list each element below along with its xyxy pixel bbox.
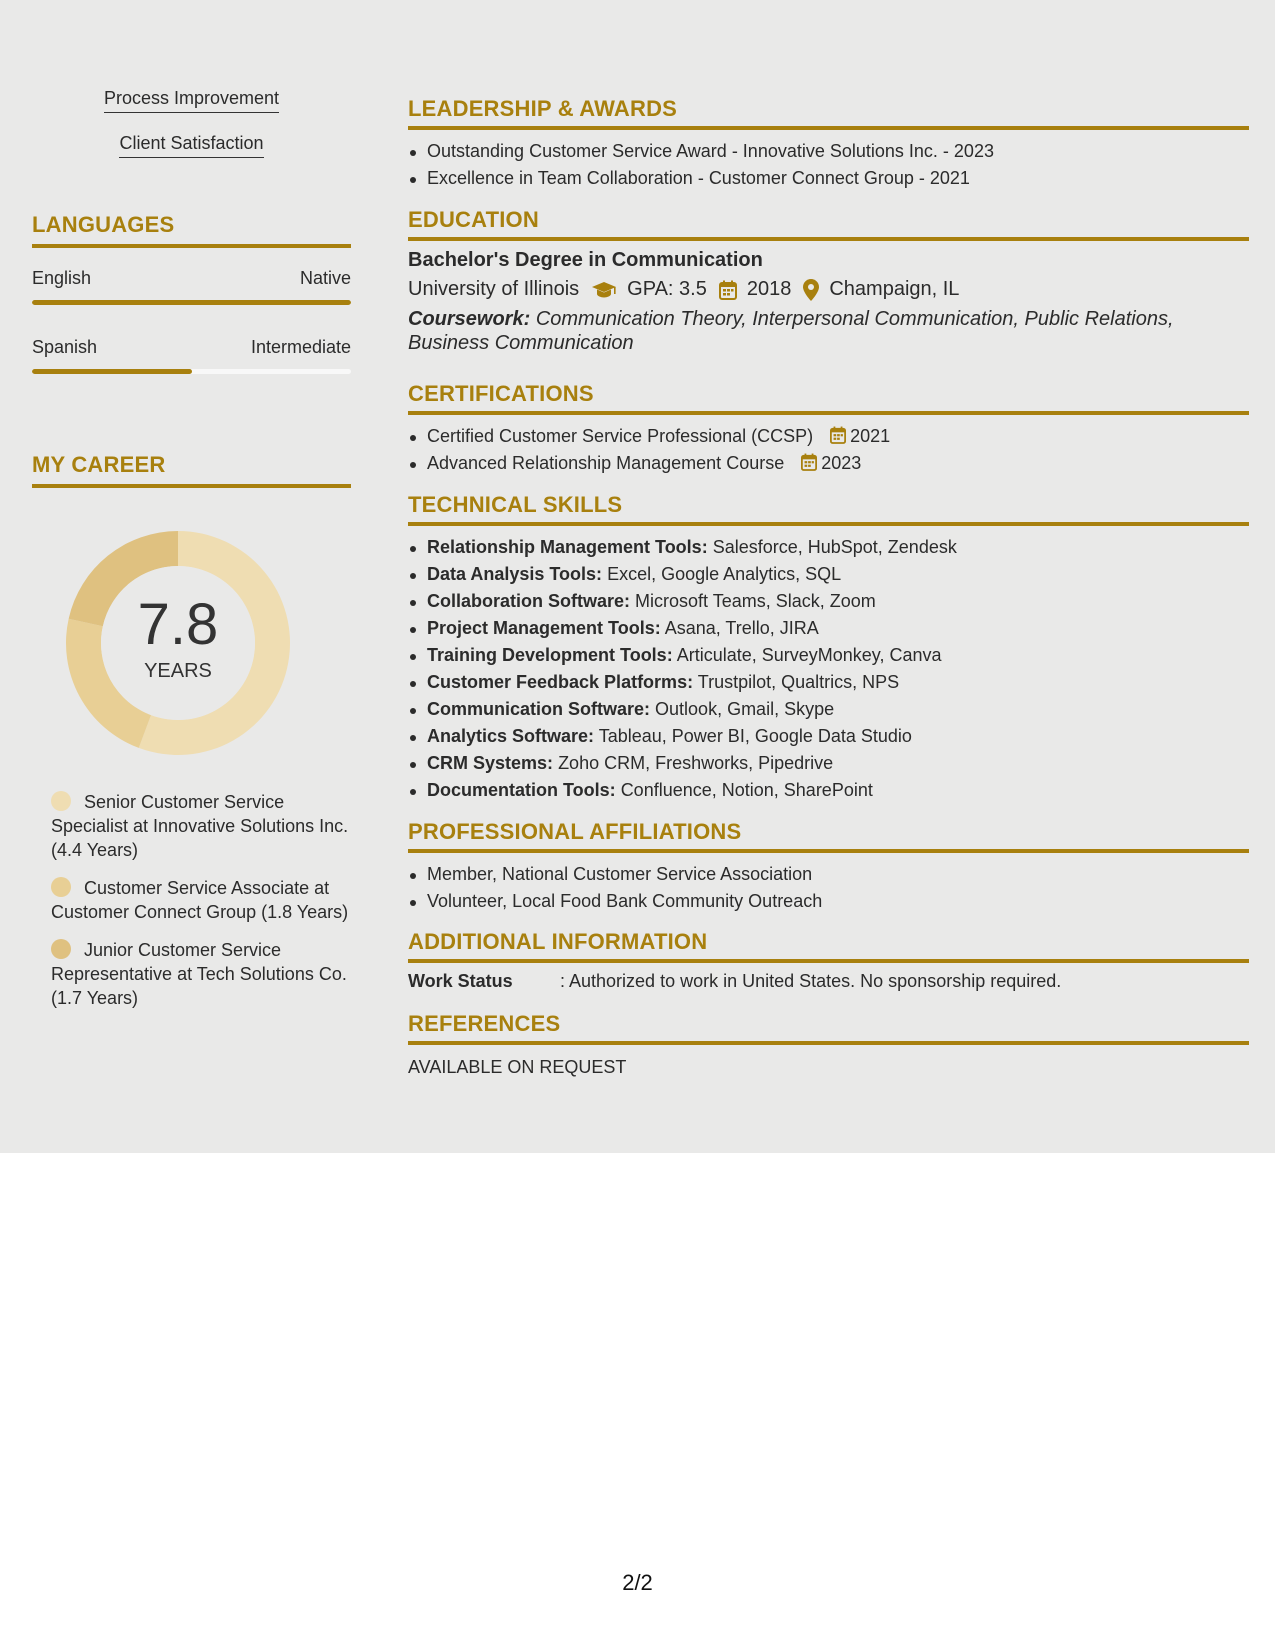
- education-heading: EDUCATION: [408, 207, 1249, 241]
- list-item: [408, 669, 1249, 696]
- references-heading: REFERENCES: [408, 1011, 1249, 1045]
- skill-values: Outlook, Gmail, Skype: [655, 699, 835, 719]
- career-legend-item: [51, 938, 351, 1010]
- language-level: Intermediate: [250, 337, 351, 357]
- leadership-section: [408, 96, 1249, 192]
- affiliations-section: [408, 819, 1249, 915]
- skill-values: Trustpilot, Qualtrics, NPS: [697, 672, 900, 692]
- list-item: Excellence in Team Collaboration - Customer Connect Group - 2021: [408, 165, 1249, 192]
- leadership-heading: LEADERSHIP & AWARDS: [408, 96, 1249, 130]
- work-status-row: [408, 971, 1249, 992]
- career-total-unit: YEARS: [144, 659, 212, 682]
- additional-info-section: [408, 929, 1249, 992]
- language-bar-fill: [32, 300, 351, 305]
- school-location: Champaign, IL: [829, 278, 960, 300]
- skill-values: Zoho CRM, Freshworks, Pipedrive: [558, 753, 834, 773]
- language-bar-fill: [32, 369, 192, 374]
- certifications-heading: CERTIFICATIONS: [408, 381, 1249, 415]
- career-legend-label: Customer Service Associate at Customer Connect Group (1.8 Years): [51, 878, 349, 922]
- skill-tag-label: Process Improvement: [104, 88, 279, 113]
- legend-dot-icon: [51, 939, 71, 959]
- school-name: University of Illinois: [408, 278, 580, 300]
- skill-category: Relationship Management Tools:: [427, 537, 708, 557]
- career-total-years: 7.8: [137, 591, 219, 657]
- affiliations-heading: PROFESSIONAL AFFILIATIONS: [408, 819, 1249, 853]
- career-legend-label: Junior Customer Service Representative at Tech Solutions Co. (1.7 Years): [51, 940, 347, 1008]
- skill-values: Articulate, SurveyMonkey, Canva: [676, 645, 942, 665]
- list-item: [408, 696, 1249, 723]
- degree-title: Bachelor's Degree in Communication: [408, 249, 763, 271]
- career-donut-chart: [66, 531, 290, 755]
- references-section: [408, 1011, 1249, 1078]
- list-item: [408, 588, 1249, 615]
- skill-category: Analytics Software:: [427, 726, 595, 746]
- education-section: [408, 207, 1249, 355]
- skill-category: Collaboration Software:: [427, 591, 631, 611]
- skill-tag: [32, 133, 351, 158]
- language-name: English: [32, 268, 92, 288]
- gpa: GPA: 3.5: [627, 278, 707, 300]
- career-legend-label: Senior Customer Service Specialist at Innovative Solutions Inc. (4.4 Years): [51, 792, 349, 860]
- list-item: [408, 642, 1249, 669]
- donut-center: [66, 531, 290, 755]
- list-item: [408, 423, 1249, 450]
- references-text: AVAILABLE ON REQUEST: [408, 1057, 627, 1077]
- skill-category: CRM Systems:: [427, 753, 554, 773]
- list-item: Member, National Customer Service Association: [408, 861, 1249, 888]
- page-number: 2/2: [622, 1570, 653, 1595]
- calendar-icon: [719, 280, 737, 300]
- calendar-icon: [830, 426, 846, 444]
- skill-values: Tableau, Power BI, Google Data Studio: [598, 726, 912, 746]
- skill-category: Training Development Tools:: [427, 645, 673, 665]
- list-item: [408, 561, 1249, 588]
- skill-category: Customer Feedback Platforms:: [427, 672, 694, 692]
- coursework-label: Coursework:: [408, 308, 531, 330]
- skill-category: Data Analysis Tools:: [427, 564, 603, 584]
- technical-skills-heading: TECHNICAL SKILLS: [408, 492, 1249, 526]
- certification-year: 2023: [821, 453, 862, 473]
- skill-values: Salesforce, HubSpot, Zendesk: [712, 537, 957, 557]
- skill-values: Confluence, Notion, SharePoint: [620, 780, 873, 800]
- skill-values: Asana, Trello, JIRA: [664, 618, 819, 638]
- languages-heading: LANGUAGES: [32, 212, 351, 248]
- location-pin-icon: [803, 279, 819, 301]
- list-item: [408, 750, 1249, 777]
- skill-category: Project Management Tools:: [427, 618, 661, 638]
- language-level: Native: [299, 268, 351, 288]
- legend-dot-icon: [51, 791, 71, 811]
- certification-year: 2021: [850, 426, 891, 446]
- career-legend-item: [51, 790, 351, 862]
- language-row: [32, 268, 351, 289]
- career-legend: [51, 790, 351, 1024]
- list-item: [408, 615, 1249, 642]
- language-bar: [32, 300, 351, 305]
- leadership-list: [408, 138, 1249, 192]
- list-item: [408, 534, 1249, 561]
- skill-tag: [32, 88, 351, 113]
- graduation-year: 2018: [746, 278, 792, 300]
- graduation-cap-icon: [591, 281, 617, 299]
- skill-category: Documentation Tools:: [427, 780, 616, 800]
- skill-tag-label: Client Satisfaction: [119, 133, 263, 158]
- skill-values: Microsoft Teams, Slack, Zoom: [635, 591, 876, 611]
- language-bar: [32, 369, 351, 374]
- technical-skills-section: [408, 492, 1249, 804]
- list-item: [408, 723, 1249, 750]
- certification-name: Advanced Relationship Management Course: [427, 453, 785, 473]
- list-item: Volunteer, Local Food Bank Community Outreach: [408, 888, 1249, 915]
- language-name: Spanish: [32, 337, 98, 357]
- additional-info-heading: ADDITIONAL INFORMATION: [408, 929, 1249, 963]
- coursework-text: Communication Theory, Interpersonal Communication, Public Relations, Business Communication: [408, 308, 1174, 354]
- skill-category: Communication Software:: [427, 699, 651, 719]
- calendar-icon: [801, 453, 817, 471]
- certifications-section: [408, 381, 1249, 477]
- technical-skills-list: [408, 534, 1249, 804]
- list-item: [408, 777, 1249, 804]
- skill-values: Excel, Google Analytics, SQL: [607, 564, 842, 584]
- certifications-list: [408, 423, 1249, 477]
- list-item: Outstanding Customer Service Award - Innovative Solutions Inc. - 2023: [408, 138, 1249, 165]
- coursework: [408, 307, 1249, 355]
- work-status-label: Work Status: [408, 971, 513, 991]
- affiliations-list: [408, 861, 1249, 915]
- language-row: [32, 337, 351, 358]
- certification-name: Certified Customer Service Professional (CCSP): [427, 426, 814, 446]
- work-status-value: : Authorized to work in United States. No sponsorship required.: [560, 971, 1062, 991]
- career-legend-item: [51, 876, 351, 924]
- career-heading: MY CAREER: [32, 452, 351, 488]
- list-item: [408, 450, 1249, 477]
- legend-dot-icon: [51, 877, 71, 897]
- education-meta: [408, 278, 1249, 301]
